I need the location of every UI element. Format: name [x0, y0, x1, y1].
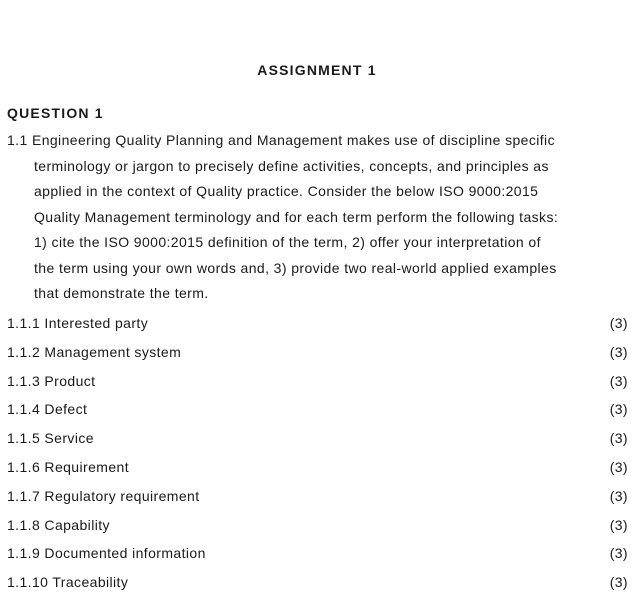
intro-line: the term using your own words and, 3) provide two real-world applied examples [34, 259, 557, 276]
term-marks: (3) [609, 487, 628, 504]
term-label: 1.1.9 Documented information [7, 545, 206, 562]
question-intro-paragraph [7, 128, 567, 307]
term-marks: (3) [609, 516, 628, 533]
assignment-title: ASSIGNMENT 1 [257, 62, 377, 78]
term-label: 1.1.4 Defect [7, 401, 88, 418]
term-marks: (3) [609, 458, 628, 475]
term-marks: (3) [609, 401, 628, 418]
term-item [7, 370, 628, 399]
term-label: 1.1.10 Traceability [7, 574, 129, 591]
term-label: 1.1.5 Service [7, 430, 94, 447]
term-marks: (3) [609, 343, 628, 360]
term-marks: (3) [609, 545, 628, 562]
term-list [7, 312, 628, 600]
term-item [7, 341, 628, 370]
term-item [7, 456, 628, 485]
term-item [7, 542, 628, 571]
term-label: 1.1.3 Product [7, 372, 96, 389]
intro-line: 1) cite the ISO 9000:2015 definition of the term, 2) offer your interpretation of [34, 234, 541, 250]
term-item [7, 571, 628, 600]
term-label: 1.1.1 Interested party [7, 315, 149, 331]
term-label: 1.1.7 Regulatory requirement [7, 487, 200, 504]
term-marks: (3) [609, 430, 628, 447]
intro-line: applied in the context of Quality practice. Consider the below ISO 9000:2015 [34, 183, 539, 199]
term-item [7, 427, 628, 456]
term-item [7, 312, 628, 341]
term-item [7, 398, 628, 427]
term-label: 1.1.8 Capability [7, 516, 110, 533]
term-label: 1.1.2 Management system [7, 343, 182, 360]
intro-line: that demonstrate the term. [34, 285, 209, 301]
term-item [7, 514, 628, 543]
question-heading: QUESTION 1 [7, 105, 104, 121]
intro-line: 1.1 Engineering Quality Planning and Management makes use of discipline specific [7, 132, 555, 148]
term-label: 1.1.6 Requirement [7, 458, 129, 475]
term-marks: (3) [609, 372, 628, 389]
term-item [7, 485, 628, 514]
intro-line: Quality Management terminology and for each term perform the following tasks: [34, 208, 559, 225]
intro-line: terminology or jargon to precisely define activities, concepts, and principles as [34, 157, 549, 174]
term-marks: (3) [609, 574, 628, 591]
term-marks: (3) [609, 315, 628, 331]
